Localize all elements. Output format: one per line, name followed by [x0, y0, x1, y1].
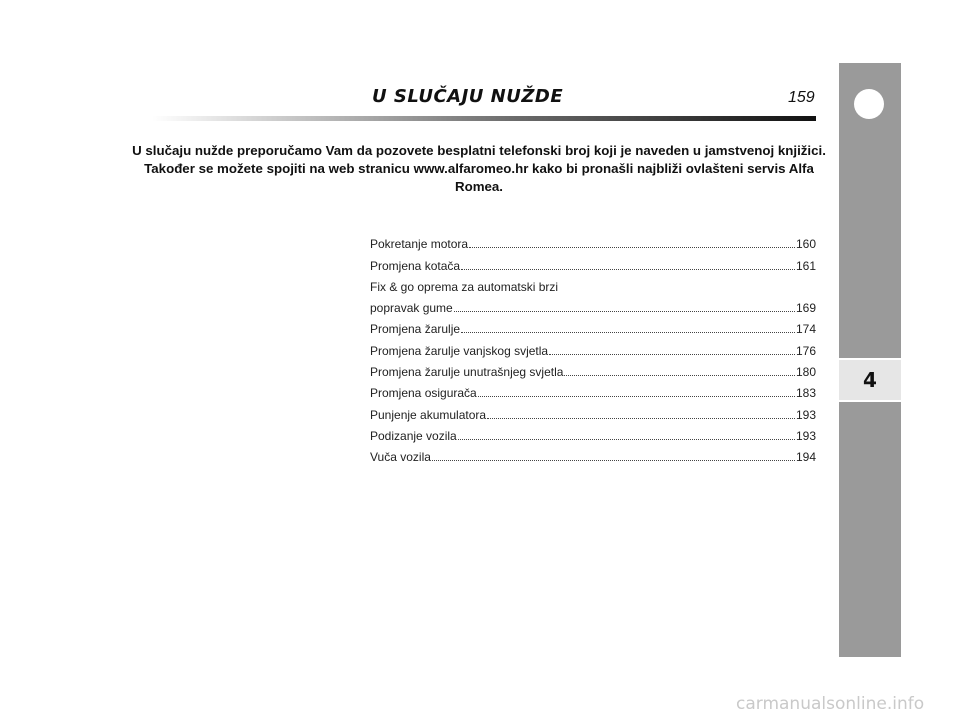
- toc-entry-interior-bulb[interactable]: [370, 358, 816, 379]
- toc-entry-label: popravak gume: [370, 301, 453, 316]
- toc-leader-dots: [478, 395, 795, 397]
- toc-leader-dots: [549, 353, 795, 355]
- header-rule: [152, 116, 816, 121]
- toc-entry-exterior-bulb[interactable]: [370, 336, 816, 357]
- toc-entry-fuse-change[interactable]: [370, 379, 816, 400]
- toc-leader-dots: [458, 438, 795, 440]
- toc-entry-page: 176: [795, 343, 816, 358]
- toc-entry-page: 174: [795, 322, 816, 337]
- intro-line-2: Također se možete spojiti na web stranicu www.alfaromeo.hr kako bi pronašli najbliži ovlašteni servis Alfa Romea.: [144, 161, 814, 194]
- chapter-tab-number[interactable]: 4: [839, 358, 901, 402]
- toc-entry-label: Vuča vozila: [370, 450, 431, 465]
- toc-entry-label: Promjena osigurača: [370, 386, 477, 401]
- toc-entry-fix-go-line1[interactable]: [370, 273, 816, 294]
- page-number: 159: [788, 89, 815, 106]
- intro-text: [130, 142, 828, 196]
- toc-leader-dots: [461, 331, 795, 333]
- toc-entry-label: Fix & go oprema za automatski brzi: [370, 279, 559, 294]
- toc-entry-battery-charge[interactable]: [370, 400, 816, 421]
- toc-leader-dots: [469, 246, 795, 248]
- toc-leader-dots: [564, 374, 795, 376]
- toc-leader-dots: [432, 459, 795, 461]
- toc-entry-page: 183: [795, 386, 816, 401]
- toc-entry-wheel-change[interactable]: [370, 251, 816, 272]
- toc-entry-page: 194: [795, 450, 816, 465]
- toc-entry-towing[interactable]: [370, 443, 816, 464]
- toc-leader-dots: [454, 310, 795, 312]
- toc-entry-label: Promjena žarulje unutrašnjeg svjetla: [370, 365, 564, 380]
- toc-entry-label: Promjena žarulje: [370, 322, 461, 337]
- toc-entry-fix-go-line2[interactable]: [370, 294, 816, 315]
- toc-entry-label: Promjena kotača: [370, 258, 461, 273]
- toc-entry-page: 160: [795, 237, 816, 252]
- toc-entry-label: Promjena žarulje vanjskog svjetla: [370, 343, 549, 358]
- toc-leader-dots: [487, 417, 795, 419]
- toc-entry-bulb-change[interactable]: [370, 315, 816, 336]
- toc-entry-engine-start[interactable]: [370, 230, 816, 251]
- watermark: carmanualsonline.info: [736, 694, 925, 714]
- chapter-marker-dot-icon: [854, 89, 884, 119]
- toc-entry-label: Punjenje akumulatora: [370, 407, 487, 422]
- toc-entry-page: 193: [795, 428, 816, 443]
- page-title: U SLUČAJU NUŽDE: [372, 86, 564, 107]
- intro-line-1: U slučaju nužde preporučamo Vam da pozovete besplatni telefonski broj koji je naveden u jamstvenoj knjižici.: [132, 143, 826, 158]
- toc-entry-page: 161: [795, 258, 816, 273]
- toc-entry-label: Pokretanje motora: [370, 237, 469, 252]
- toc-entry-label: Podizanje vozila: [370, 428, 457, 443]
- table-of-contents: [370, 230, 816, 464]
- toc-entry-page: 180: [795, 365, 816, 380]
- toc-entry-vehicle-lift[interactable]: [370, 422, 816, 443]
- toc-entry-page: 169: [795, 301, 816, 316]
- toc-entry-page: 193: [795, 407, 816, 422]
- toc-leader-dots: [461, 268, 795, 270]
